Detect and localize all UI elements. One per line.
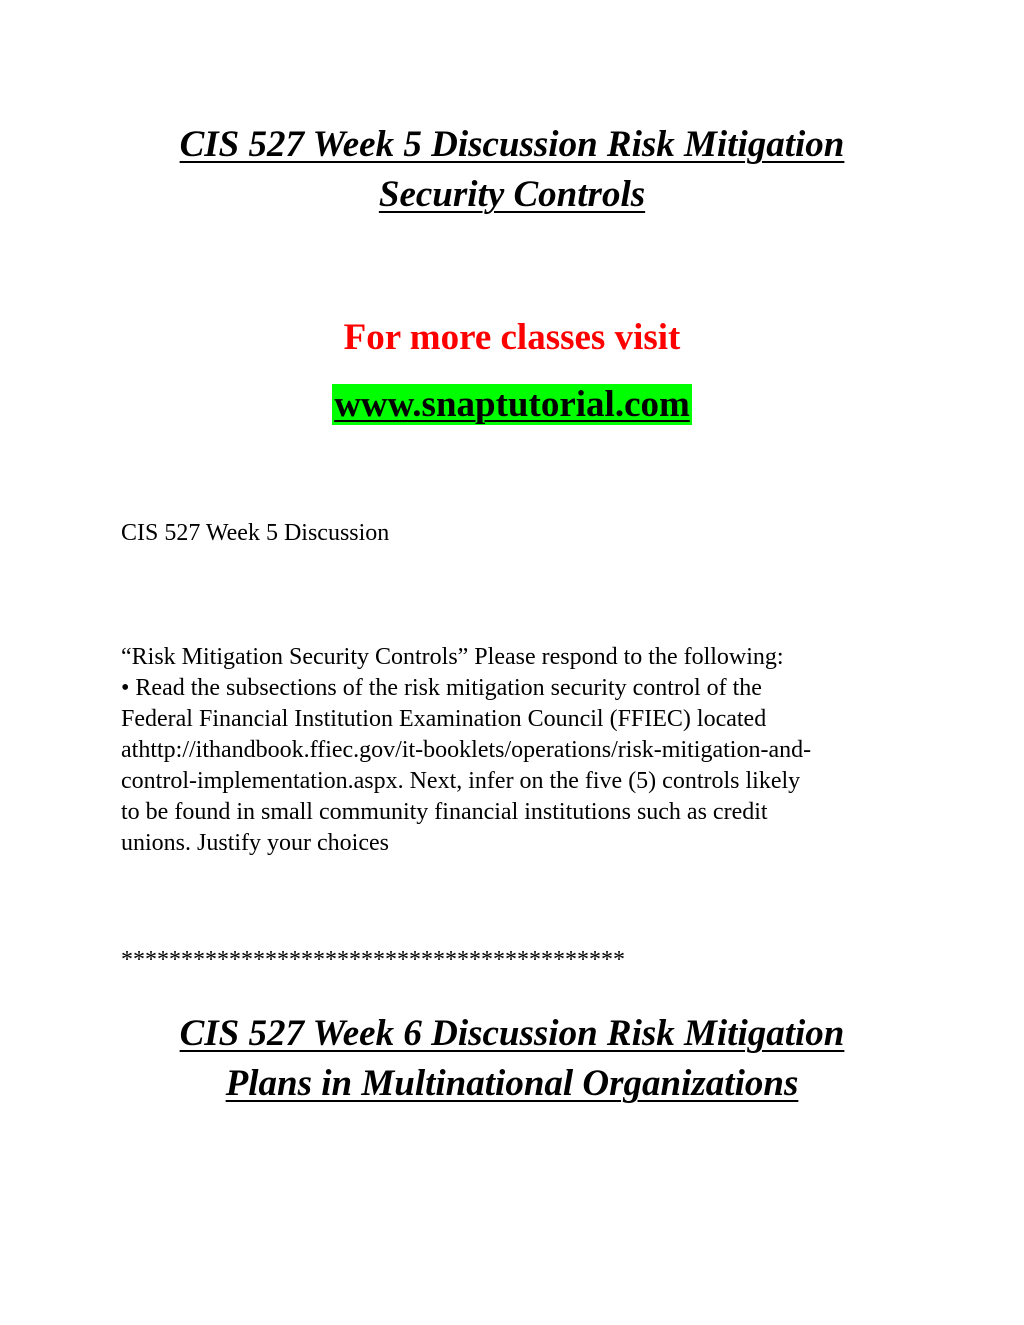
prompt-line: control-implementation.aspx. Next, infer on the five (5) controls likely	[121, 768, 801, 794]
snaptutorial-link[interactable]: www.snaptutorial.com	[334, 384, 690, 425]
heading-line-1: CIS 527 Week 5 Discussion Risk Mitigation	[179, 124, 845, 165]
heading-line-2: Plans in Multinational Organizations	[225, 1063, 799, 1104]
section-heading-week-5	[0, 120, 1024, 220]
prompt-line: athttp://ithandbook.ffiec.gov/it-booklets/operations/risk-mitigation-and-	[121, 737, 812, 763]
heading-line-2: Security Controls	[378, 174, 646, 215]
separator-line: ******************************************	[121, 947, 625, 973]
prompt-line: to be found in small community financial institutions such as credit	[121, 799, 768, 825]
promo-text: For more classes visit	[343, 317, 681, 358]
heading-line-1: CIS 527 Week 6 Discussion Risk Mitigation	[179, 1013, 845, 1054]
prompt-line: Federal Financial Institution Examination Council (FFIEC) located	[121, 706, 767, 732]
promo-link-container	[0, 380, 1024, 430]
discussion-prompt	[121, 642, 921, 859]
prompt-line: • Read the subsections of the risk mitigation security control of the	[121, 675, 762, 701]
prompt-line: “Risk Mitigation Security Controls” Please respond to the following:	[121, 644, 784, 670]
section-heading-week-6	[0, 1009, 1024, 1109]
prompt-line: unions. Justify your choices	[121, 830, 389, 856]
discussion-subtitle: CIS 527 Week 5 Discussion	[121, 520, 390, 546]
